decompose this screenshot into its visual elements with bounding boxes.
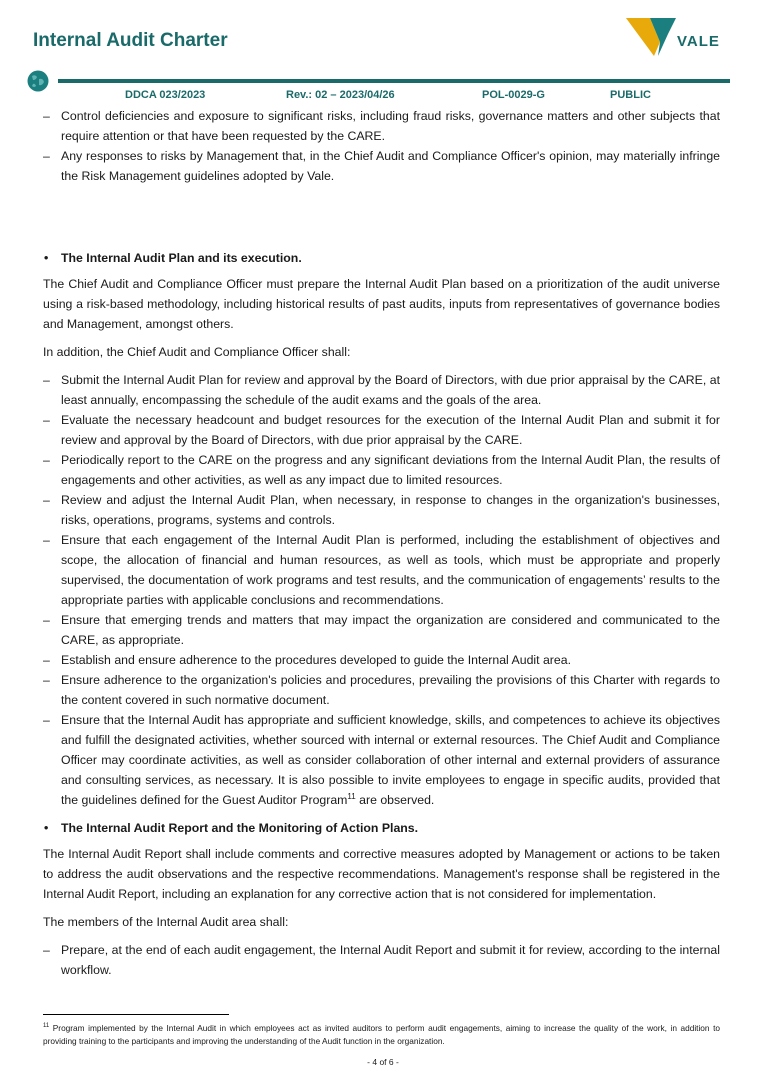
paragraph: The Internal Audit Report shall include comments and corrective measures adopted by Management or actions to be taken to address the audit observations and the respective recommendations. Management's response shall be registered in the Internal Audit Report, including an explanation for any corrective action that is not considered for implementation. xyxy=(43,847,720,901)
list-item-text-end: are observed. xyxy=(355,793,435,807)
paragraph: The Chief Audit and Compliance Officer must prepare the Internal Audit Plan based on a prioritization of the audit universe using a risk-based methodology, including historical results of past audits, inputs from representatives of governance bodies and Management, amongst others. xyxy=(43,277,720,331)
footnote-ref: 11 xyxy=(347,791,356,801)
bullet-icon: • xyxy=(44,821,49,835)
section-title: The Internal Audit Plan and its execution. xyxy=(61,251,302,265)
paragraph: In addition, the Chief Audit and Compliance Officer shall: xyxy=(43,345,351,359)
doc-code: DDCA 023/2023 xyxy=(125,89,206,101)
section-title: The Internal Audit Report and the Monitoring of Action Plans. xyxy=(61,821,419,835)
list-item: – Submit the Internal Audit Plan for review and approval by the Board of Directors, with due prior appraisal by the CARE, at least annually, encompassing the schedule of the audit exams and the goals of the area. xyxy=(43,370,720,410)
list-item: – Any responses to risks by Management that, in the Chief Audit and Compliance Officer's opinion, may materially infringe the Risk Management guidelines adopted by Vale. xyxy=(43,146,720,186)
list-item xyxy=(43,710,720,810)
footnote-divider xyxy=(43,1014,229,1015)
list-item: – Periodically report to the CARE on the progress and any significant deviations from the Internal Audit Plan, the results of engagements and other activities, as well as any impact due to limited resources. xyxy=(43,450,720,490)
header-divider xyxy=(58,79,730,83)
plan-list xyxy=(43,370,720,810)
list-item: – Ensure that each engagement of the Internal Audit Plan is performed, including the establishment of objectives and scope, the allocation of financial and human resources, as well as tools, which must be appropriate and properly supervised, the documentation of work programs and test results, and the communication of engagements’ results to the appropriate parties with applicable conclusions and recommendations. xyxy=(43,530,720,610)
logo-text: VALE xyxy=(677,33,720,50)
page-number: - 4 of 6 - xyxy=(367,1057,399,1067)
bullet-icon: • xyxy=(44,251,49,265)
section-heading xyxy=(43,818,720,838)
list-item: – Ensure that emerging trends and matters that may impact the organization are considered and communicated to the CARE, as appropriate. xyxy=(43,610,720,650)
revision: Rev.: 02 – 2023/04/26 xyxy=(286,89,395,101)
footnote-number: 11 xyxy=(43,1023,50,1030)
list-item: – Prepare, at the end of each audit engagement, the Internal Audit Report and submit it for review, according to the internal workflow. xyxy=(43,940,720,980)
section-heading xyxy=(43,248,720,268)
list-item: – Control deficiencies and exposure to significant risks, including fraud risks, governance matters and other subjects that require attention or that have been requested by the CARE. xyxy=(43,106,720,146)
report-list xyxy=(43,940,720,980)
list-item: – Evaluate the necessary headcount and budget resources for the execution of the Internal Audit Plan and submit it for review and approval by the Board of Directors, with due prior appraisal by the CARE. xyxy=(43,410,720,450)
list-item-text: Ensure that the Internal Audit has appropriate and sufficient knowledge, skills, and competences to achieve its objectives and fulfill the designated activities, whether sourced with internal or external resources. The Chief Audit and Compliance Officer may coordinate activities, as well as consider collaboration of other internal and external providers of assurance and consulting services, as necessary. It is also possible to invite employees to engage in specific audits, provided that the guidelines defined for the Guest Auditor Program xyxy=(61,713,720,807)
document-body xyxy=(43,106,720,988)
policy-code: POL-0029-G xyxy=(482,89,545,101)
document-title: Internal Audit Charter xyxy=(33,30,228,51)
list-item: – Ensure adherence to the organization's policies and procedures, prevailing the provisions of this Charter with regards to the content covered in such normative document. xyxy=(43,670,720,710)
list-item: – Establish and ensure adherence to the procedures developed to guide the Internal Audit area. xyxy=(43,650,720,670)
list-item: – Review and adjust the Internal Audit Plan, when necessary, in response to changes in the organization's businesses, risks, operations, programs, systems and controls. xyxy=(43,490,720,530)
footnote xyxy=(43,1022,720,1048)
classification: PUBLIC xyxy=(610,89,651,101)
top-list xyxy=(43,106,720,186)
globe-icon xyxy=(27,70,49,92)
paragraph: The members of the Internal Audit area shall: xyxy=(43,915,289,929)
footnote-text: Program implemented by the Internal Audit in which employees act as invited auditors to perform audit engagements, aiming to increase the quality of the work, in addition to providing training to the participants and improving the understanding of the Audit function in the organization. xyxy=(43,1023,720,1046)
